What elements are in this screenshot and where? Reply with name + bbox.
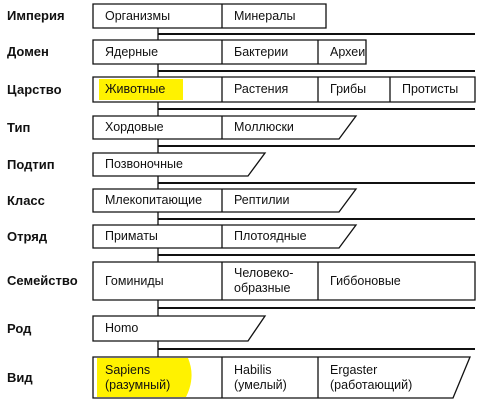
taxon-cell: Рептилии — [234, 193, 290, 207]
taxon-cell: Растения — [234, 82, 289, 96]
taxon-cell: Минералы — [234, 8, 296, 23]
taxon-cell: Гиббоновые — [330, 273, 401, 288]
rank-label: Род — [7, 320, 32, 336]
taxon-cell: Археи — [330, 44, 366, 59]
taxon-cell: Животные — [105, 82, 166, 96]
taxon-cell: Позвоночные — [105, 157, 183, 171]
rank-label: Тип — [7, 119, 31, 135]
taxon-cell: Моллюски — [234, 120, 294, 134]
rank-label: Империя — [7, 8, 65, 23]
taxon-cell: Плотоядные — [234, 229, 307, 243]
rank-label: Домен — [7, 44, 49, 59]
taxon-cell: Гоминиды — [105, 273, 164, 288]
taxon-cell: Человеко- образные — [234, 266, 294, 295]
rank-label: Подтип — [7, 156, 55, 172]
rank-label: Класс — [7, 192, 45, 208]
rank-label: Отряд — [7, 228, 48, 244]
rank-label: Царство — [7, 81, 62, 97]
taxon-cell: Бактерии — [234, 44, 289, 59]
taxon-cell: Sapiens (разумный) — [105, 362, 171, 392]
taxon-cell: Habilis (умелый) — [234, 362, 287, 392]
taxon-cell: Протисты — [402, 82, 459, 96]
taxon-cell: Организмы — [105, 8, 171, 23]
rank-label: Вид — [7, 369, 33, 385]
taxon-cell: Приматы — [105, 229, 158, 243]
rank-label: Семейство — [7, 273, 78, 288]
taxon-cell: Грибы — [330, 82, 367, 96]
taxon-cell: Ergaster (работающий) — [330, 362, 413, 392]
taxon-cell: Ядерные — [105, 44, 159, 59]
taxon-cell: Хордовые — [105, 120, 164, 134]
taxon-cell: Homo — [105, 321, 139, 335]
taxon-cell: Млекопитающие — [105, 193, 203, 207]
